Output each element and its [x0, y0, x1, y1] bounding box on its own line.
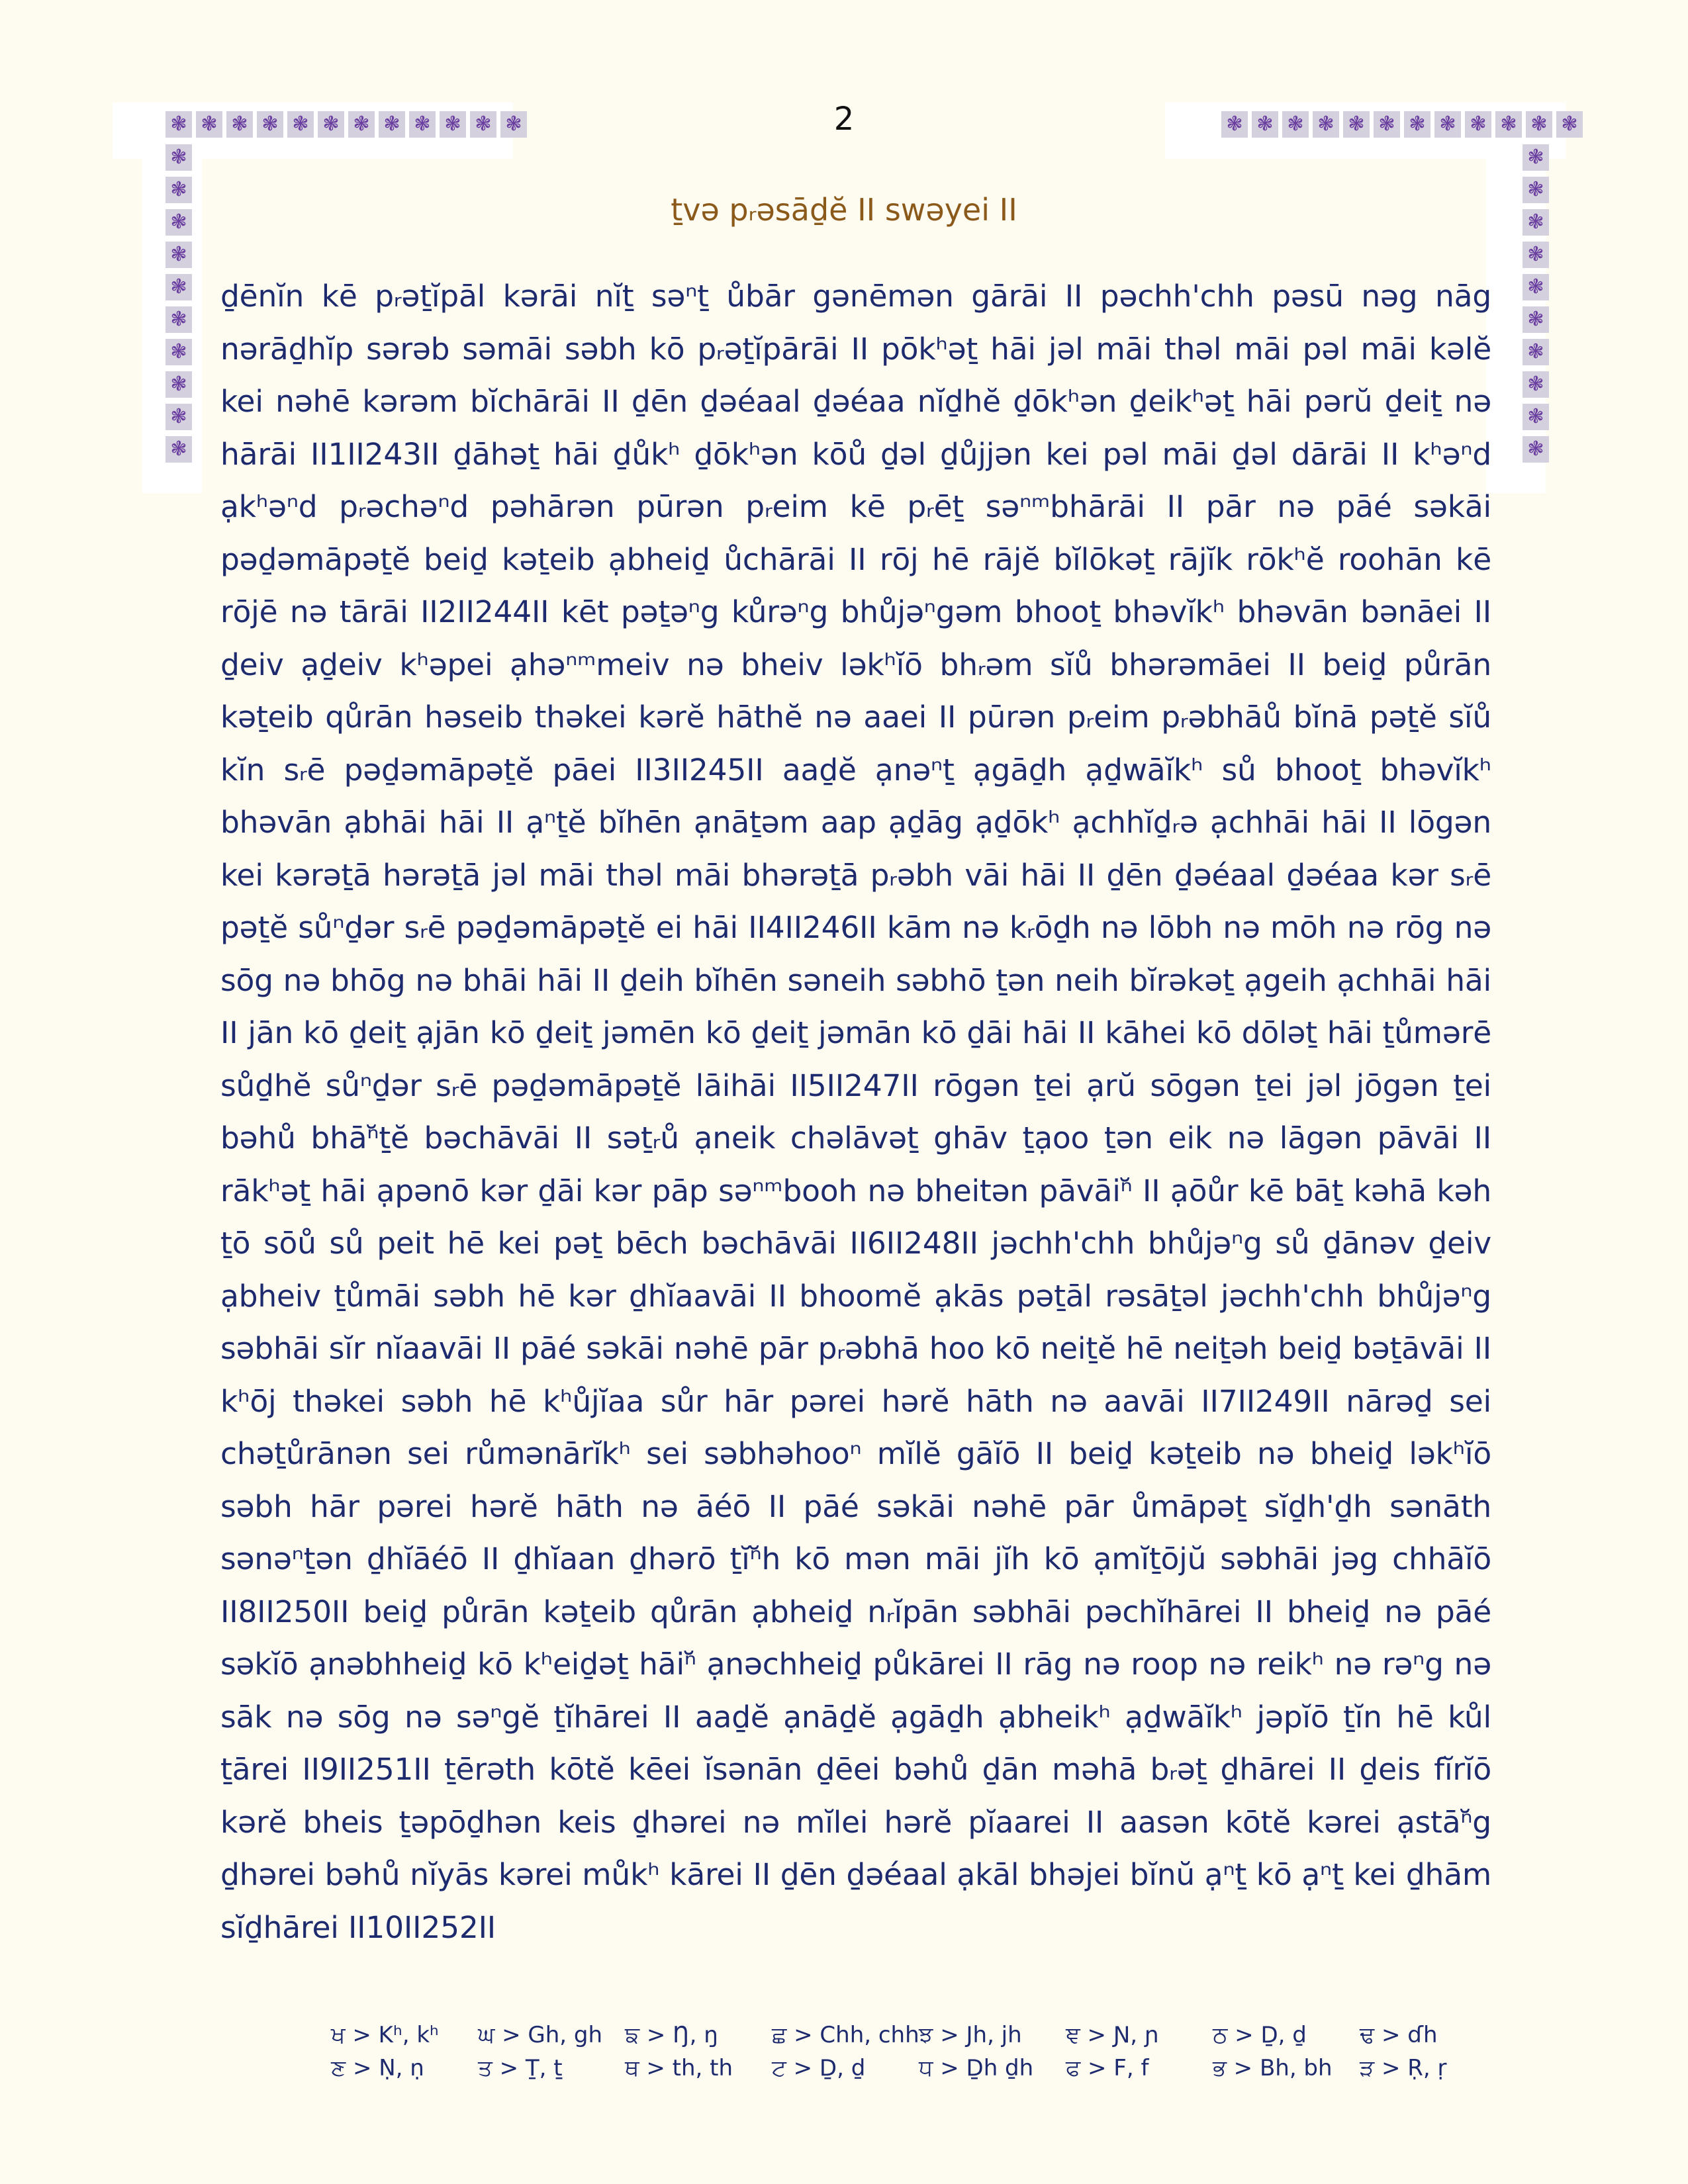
flower-ornament-icon: ❃ — [1465, 111, 1491, 138]
flower-ornament-icon: ❃ — [1526, 111, 1552, 138]
flower-ornament-icon: ❃ — [1523, 144, 1549, 171]
legend-item: ਙ > Ŋ, ŋ — [625, 2022, 718, 2048]
flower-ornament-icon: ❃ — [1523, 436, 1549, 463]
section-heading: ṯvə pᵣəsāḏĕ II swəyei II — [671, 192, 1017, 228]
flower-ornament-icon: ❃ — [1282, 111, 1309, 138]
legend-item: ਫ > F, f — [1066, 2055, 1149, 2081]
legend-row-2 — [331, 2055, 1523, 2088]
flower-ornament-icon: ❃ — [1523, 371, 1549, 398]
legend-item: ੜ > Ṛ, ṛ — [1360, 2055, 1447, 2081]
flower-ornament-icon: ❃ — [257, 111, 283, 138]
flower-ornament-icon: ❃ — [165, 404, 192, 430]
flower-ornament-icon: ❃ — [1556, 111, 1583, 138]
flower-ornament-icon: ❃ — [287, 111, 314, 138]
legend-item: ਖ > Kʰ, kʰ — [331, 2022, 439, 2048]
legend-item: ਠ > Ḏ, ḏ — [1213, 2022, 1307, 2048]
flower-ornament-icon: ❃ — [165, 242, 192, 268]
body-paragraph: ḏēnĭn kē pᵣəṯĭpāl kərāi nĭṯ səⁿṯ ůbār gənēmən gārāi II pəchh'chh pəsū nəg nāg nərāḏhĭp sərəb səmāi səbh kō pᵣəṯĭpārāi II pōkʰəṯ hāi jəl māi thəl māi pəl māi kəlĕ kei nəhē kərəm bĭchārāi II ḏēn ḏəéaal ḏəéaa nĭḏhĕ ḏōkʰən ḏeikʰəṯ hāi pərŭ ḏeiṯ nə hārāi II1II243II ḏāhəṯ hāi ḏůkʰ ḏōkʰən kōů ḏəl ḏůjjən kei pəl māi ḏəl dārāi II kʰəⁿd ạkʰəⁿd pᵣəchəⁿd pəhārən pūrən pᵣeim kē pᵣēṯ səⁿᵐbhārāi II pār nə pāé səkāi pəḏəmāpəṯĕ beiḏ kəṯeib ạbheiḏ ůchārāi II rōj hē rājĕ bĭlōkəṯ rājĭk rōkʰĕ roohān kē rōjē nə tārāi II2II244II kēt pəṯəⁿg kůrəⁿg bhůjəⁿgəm bhooṯ bhəvĭkʰ bhəvān bənāei II ḏeiv ạḏeiv kʰəpei ạhəⁿᵐmeiv nə bheiv ləkʰĭō bhᵣəm sĭů bhərəmāei II beiḏ půrān kəṯeib qůrān həseib thəkei kərĕ hāthĕ nə aaei II pūrən pᵣeim pᵣəbhāů bĭnā pəṯĕ sĭů kĭn sᵣē pəḏəmāpəṯĕ pāei II3II245II aaḏĕ ạnəⁿṯ ạgāḏh ạḏwāĭkʰ sů bhooṯ bhəvĭkʰ bhəvān ạbhāi hāi II ạⁿṯĕ bĭhēn ạnāṯəm aap ạḏāg ạḏōkʰ ạchhĭḏᵣə ạchhāi hāi II lōgən kei kərəṯā hərəṯā jəl māi thəl māi bhərəṯā pᵣəbh vāi hāi II ḏēn ḏəéaal ḏəéaa kər sᵣē pəṯĕ sůⁿḏər sᵣē pəḏəmāpəṯĕ ei hāi II4II246II kām nə kᵣōḏh nə lōbh nə mōh nə rōg nə sōg nə bhōg nə bhāi hāi II ḏeih bĭhēn səneih səbhō ṯən neih bĭrəkəṯ ạgeih ạchhāi hāi II jān kō ḏeiṯ ạjān kō ḏeiṯ jəmēn kō ḏeiṯ jəmān kō ḏāi hāi II kāhei kō dōləṯ hāi ṯůmərē sůḏhĕ sůⁿḏər sᵣē pəḏəmāpəṯĕ lāihāi II5II247II rōgən ṯei ạrŭ sōgən ṯei jəl jōgən ṯei bəhů bhāⁿ̆ṯĕ bəchāvāi II səṯᵣů ạneik chəlāvəṯ ghāv ṯạoo ṯən eik nə lāgən pāvāi II rākʰəṯ hāi ạpənō kər ḏāi kər pāp səⁿᵐbooh nə bheitən pāvāiⁿ̆ II ạōůr kē bāṯ kəhā kəh ṯō sōů sů peit hē kei pəṯ bēch bəchāvāi II6II248II jəchh'chh bhůjəⁿg sů ḏānəv ḏeiv ạbheiv ṯůmāi səbh hē kər ḏhĭaavāi II bhoomĕ ạkās pəṯāl rəsāṯəl jəchh'chh bhůjəⁿg səbhāi sĭr nĭaavāi II pāé səkāi nəhē pār pᵣəbhā hoo kō neiṯĕ hē neiṯəh beiḏ bəṯāvāi II kʰōj thəkei səbh hē kʰůjĭaa sůr hār pərei hərĕ hāth nə aavāi II7II249II nārəḏ sei chəṯůrānən sei růmənārĭkʰ sei səbhəhooⁿ mĭlĕ gāĭō II beiḏ kəṯeib nə bheiḏ ləkʰĭō səbh hār pərei hərĕ hāth nə āéō II pāé səkāi nəhē pār ůmāpəṯ sĭḏh'ḏh sənāth sənəⁿṯən ḏhĭāéō II ḏhĭaan ḏhərō ṯĭⁿ̆h kō mən māi jĭh kō ạmĭṯōjŭ səbhāi jəg chhāĭō II8II250II beiḏ půrān kəṯeib qůrān ạbheiḏ nᵣĭpān səbhāi pəchĭhārei II bheiḏ nə pāé səkĭō ạnəbhheiḏ kō kʰeiḏəṯ hāiⁿ̆ ạnəchheiḏ půkārei II rāg nə roop nə reikʰ nə rəⁿg nə sāk nə sōg nə səⁿgĕ ṯĭhārei II aaḏĕ ạnāḏĕ ạgāḏh ạbheikʰ ạḏwāĭkʰ jəpĭō ṯĭn hē kůl ṯārei II9II251II ṯērəth kōtĕ kēei ĭsənān ḏēei bəhů ḏān məhā bᵣəṯ ḏhārei II ḏeis fĭrĭō kərĕ bheis ṯəpōḏhən keis ḏhərei nə mĭlei hərĕ pĭaarei II aasən kōtĕ kərei ạstāⁿ̆g ḏhərei bəhů nĭyās kərei můkʰ kārei II ḏēn ḏəéaal ạkāl bhəjei bĭnŭ ạⁿṯ kō ạⁿṯ kei ḏhām sĭḏhārei II10II252II — [220, 279, 1491, 1945]
flower-ornament-icon: ❃ — [1523, 177, 1549, 203]
flower-ornament-icon: ❃ — [500, 111, 527, 138]
flower-ornament-icon: ❃ — [1404, 111, 1430, 138]
flower-ornament-icon: ❃ — [379, 111, 405, 138]
legend-item: ਥ > th, th — [625, 2055, 733, 2081]
flower-ornament-icon: ❃ — [1313, 111, 1339, 138]
flower-ornament-icon: ❃ — [1523, 404, 1549, 430]
flower-ornament-icon: ❃ — [409, 111, 436, 138]
legend-item: ਞ > Ɲ, ɲ — [1066, 2022, 1159, 2048]
legend-item: ਢ > ɗh — [1360, 2022, 1438, 2048]
legend-item: ਟ > Ḏ, ḏ — [772, 2055, 866, 2081]
page-number: 2 — [833, 101, 855, 138]
flower-ornament-icon: ❃ — [470, 111, 496, 138]
flower-ornament-icon: ❃ — [196, 111, 222, 138]
flower-ornament-icon: ❃ — [165, 177, 192, 203]
flower-ornament-icon: ❃ — [165, 339, 192, 365]
legend-item: ਧ > Ḏh ḏh — [919, 2055, 1034, 2081]
flower-ornament-icon: ❃ — [1343, 111, 1370, 138]
legend-item: ਘ > Gh, gh — [478, 2022, 603, 2048]
flower-ornament-icon: ❃ — [1252, 111, 1278, 138]
flower-ornament-icon: ❃ — [165, 371, 192, 398]
flower-ornament-icon: ❃ — [165, 111, 192, 138]
flower-ornament-icon: ❃ — [1523, 339, 1549, 365]
legend-item: ਣ > Ṇ, ṇ — [331, 2055, 424, 2081]
flower-ornament-icon: ❃ — [165, 274, 192, 300]
flower-ornament-icon: ❃ — [1523, 306, 1549, 333]
flower-ornament-icon: ❃ — [165, 144, 192, 171]
flower-ornament-icon: ❃ — [1221, 111, 1248, 138]
flower-ornament-icon: ❃ — [318, 111, 344, 138]
flower-ornament-icon: ❃ — [1523, 209, 1549, 236]
transliteration-legend — [331, 2022, 1523, 2088]
flower-ornament-icon: ❃ — [165, 209, 192, 236]
flower-ornament-icon: ❃ — [440, 111, 466, 138]
legend-item: ਤ > Ṯ, ṯ — [478, 2055, 563, 2081]
flower-ornament-icon: ❃ — [165, 436, 192, 463]
flower-ornament-icon: ❃ — [1495, 111, 1522, 138]
legend-item: ਝ > Jh, jh — [919, 2022, 1022, 2048]
flower-ornament-icon: ❃ — [226, 111, 253, 138]
flower-ornament-icon: ❃ — [1523, 274, 1549, 300]
flower-ornament-icon: ❃ — [165, 306, 192, 333]
legend-item: ਛ > Chh, chh — [772, 2022, 919, 2048]
flower-ornament-icon: ❃ — [1523, 242, 1549, 268]
legend-item: ਭ > Bh, bh — [1213, 2055, 1333, 2081]
legend-row-1 — [331, 2022, 1523, 2055]
flower-ornament-icon: ❃ — [1374, 111, 1400, 138]
flower-ornament-icon: ❃ — [348, 111, 375, 138]
flower-ornament-icon: ❃ — [1434, 111, 1461, 138]
